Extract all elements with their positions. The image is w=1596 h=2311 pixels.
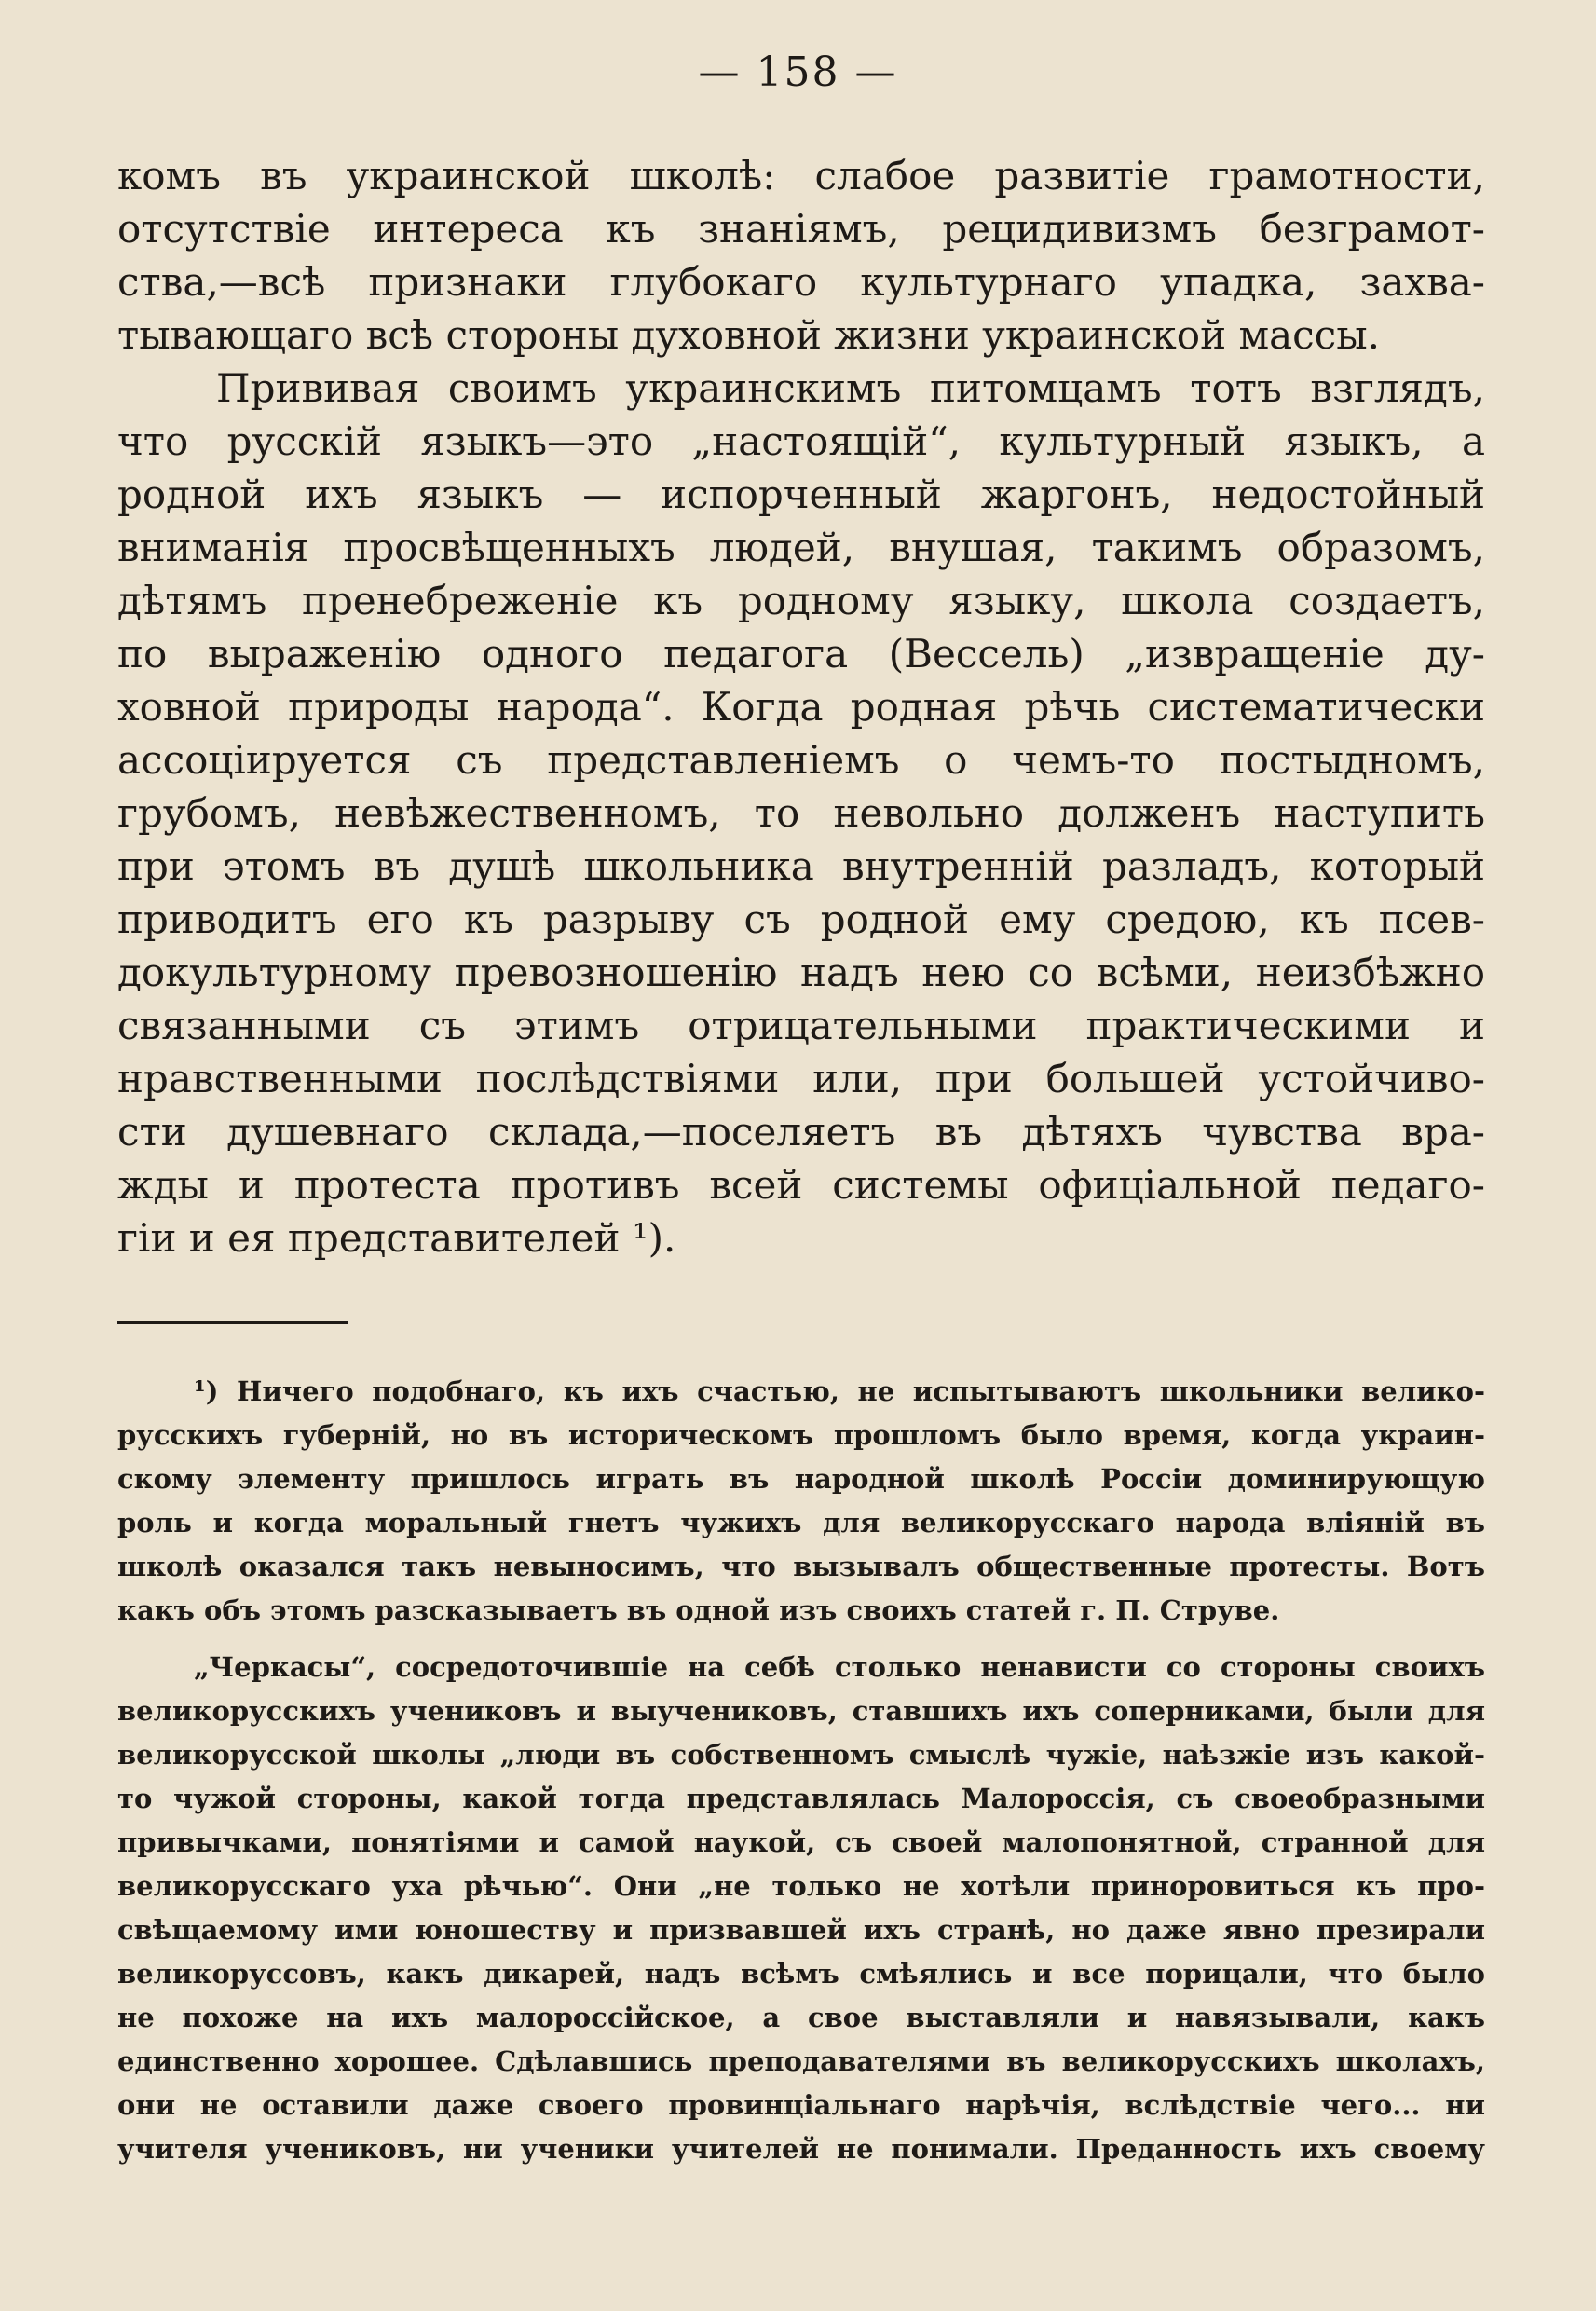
paragraph — [117, 362, 1485, 1265]
text-line: сти душевнаго склада,—поселяетъ въ дѣтяхъ чувства вра- — [117, 1109, 1485, 1155]
paragraph — [117, 149, 1485, 362]
footnote-paragraph — [117, 1646, 1485, 2171]
footnote-paragraph — [117, 1370, 1485, 1633]
footnote-line: школѣ оказался такъ невыносимъ, что вызывалъ общественные протесты. Вотъ — [117, 1551, 1485, 1582]
text-line: ховной природы народа“. Когда родная рѣчь систематически — [117, 684, 1485, 730]
footnote-divider — [117, 1321, 348, 1324]
footnote-line: единственно хорошее. Сдѣлавшись преподавателями въ великорусскихъ школахъ, — [117, 2045, 1485, 2077]
footnotes — [117, 1370, 1485, 2171]
text-line: отсутствіе интереса къ знаніямъ, рецидивизмъ безграмот- — [117, 206, 1485, 252]
footnote-line: то чужой стороны, какой тогда представлялась Малороссія, съ своеобразными — [117, 1783, 1485, 1814]
text-line: дѣтямъ пренебреженіе къ родному языку, школа создаетъ, — [117, 578, 1485, 623]
footnote-line: великорусскаго уха рѣчью“. Они „не только не хотѣли приноровиться къ про- — [117, 1870, 1485, 1902]
text-line: комъ въ украинской школѣ: слабое развитіе грамотности, — [117, 153, 1485, 198]
footnote-line: великоруссовъ, какъ дикарей, надъ всѣмъ смѣялись и все порицали, что было — [117, 1958, 1485, 1990]
text-line: что русскій языкъ—это „настоящій“, культурный языкъ, а — [117, 418, 1485, 464]
text-line: тывающаго всѣ стороны духовной жизни украинской массы. — [117, 312, 1380, 358]
footnote-line: свѣщаемому ими юношеству и призвавшей ихъ странѣ, но даже явно презирали — [117, 1914, 1485, 1946]
footnote-line: скому элементу пришлось играть въ народной школѣ Россіи доминирующую — [117, 1463, 1485, 1495]
text-line: жды и протеста противъ всей системы офиціальной педаго- — [117, 1162, 1485, 1208]
text-line: при этомъ въ душѣ школьника внутренній разладъ, который — [117, 843, 1485, 889]
text-line: нравственными послѣдствіями или, при большей устойчиво- — [117, 1056, 1485, 1101]
footnote-line: ¹) Ничего подобнаго, къ ихъ счастью, не испытываютъ школьники велико- — [194, 1375, 1485, 1407]
footnote-line: „Черкасы“, сосредоточившіе на себѣ столько ненависти со стороны своихъ — [194, 1651, 1485, 1683]
footnote-line: русскихъ губерній, но въ историческомъ прошломъ было время, когда украин- — [117, 1419, 1485, 1451]
text-line: вниманія просвѣщенныхъ людей, внушая, такимъ образомъ, — [117, 525, 1485, 570]
text-line: связанными съ этимъ отрицательными практическими и — [117, 1003, 1485, 1048]
text-line: родной ихъ языкъ — испорченный жаргонъ, недостойный — [117, 472, 1485, 517]
paragraph-gap — [117, 1633, 1485, 1646]
text-line: Прививая своимъ украинскимъ питомцамъ тотъ взглядъ, — [216, 365, 1485, 411]
page-number: — 158 — — [698, 48, 898, 96]
footnote-line: роль и когда моральный гнетъ чужихъ для великорусскаго народа вліяній въ — [117, 1507, 1485, 1538]
footnote-line: учителя учениковъ, ни ученики учителей не понимали. Преданность ихъ своему — [117, 2133, 1485, 2165]
text-line: докультурному превозношенію надъ нею со всѣми, неизбѣжно — [117, 950, 1485, 995]
footnote-line: не похоже на ихъ малороссійское, а свое выставляли и навязывали, какъ — [117, 2002, 1485, 2033]
footnote-line: какъ объ этомъ разсказываетъ въ одной изъ своихъ статей г. П. Струве. — [117, 1594, 1280, 1626]
main-text — [117, 149, 1485, 1265]
text-line: приводитъ его къ разрыву съ родной ему средою, къ псев- — [117, 896, 1485, 942]
text-line: ассоціируется съ представленіемъ о чемъ-то постыдномъ, — [117, 737, 1485, 783]
text-line: по выраженію одного педагога (Вессель) „извращеніе ду- — [117, 631, 1485, 677]
footnote-line: великорусскихъ учениковъ и выучениковъ, ставшихъ ихъ соперниками, были для — [117, 1695, 1485, 1727]
text-line: грубомъ, невѣжественномъ, то невольно долженъ наступить — [117, 790, 1485, 836]
footnote-line: привычками, понятіями и самой наукой, съ своей малопонятной, странной для — [117, 1826, 1485, 1858]
text-line: гіи и ея представителей ¹). — [117, 1215, 676, 1261]
footnote-line: великорусской школы „люди въ собственномъ смыслѣ чужіе, наѣзжіе изъ какой- — [117, 1739, 1485, 1771]
text-line: ства,—всѣ признаки глубокаго культурнаго упадка, захва- — [117, 259, 1485, 305]
footnote-line: они не оставили даже своего провинціальнаго нарѣчія, вслѣдствіе чего... ни — [117, 2089, 1485, 2121]
